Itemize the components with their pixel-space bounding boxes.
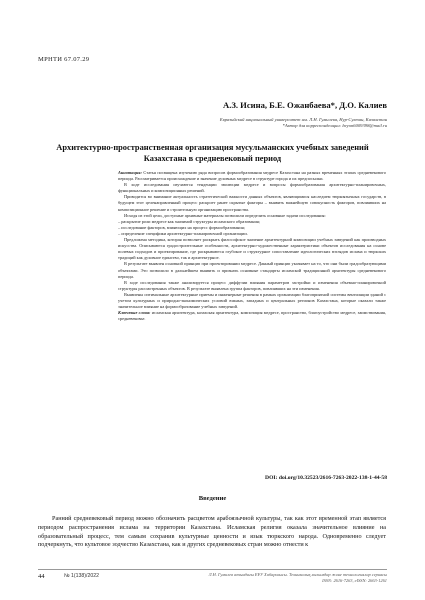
footer-divider [38, 569, 387, 570]
abstract-list-item: – раскрытие роли медресе как значимой структуры исламского образования; [118, 218, 260, 224]
abstract-paragraph: Приводится во внимание актуальность стратегической важности данных объектов, являющимися наследием тюркоязычных государств, в будущем этот целенаправленный процесс раскроет ранее скрытые факторы – выявить важнейшую совокупность факторов, повлиявших на композиционное решение и строительную организацию пространства. [118, 194, 386, 212]
keywords-label: Ключевые слова: [118, 310, 151, 316]
affiliation-line: Евразийский национальный университет им. Л.Н. Гумилева, Нур-Султан, Казахстан [219, 117, 387, 122]
abstract-paragraph: В результате выявлен основной принцип при проектировании медресе. Данный принцип указывает на то, что они были градообразующими объектами. Это позволило в дальнейшем выявить и признать основные стандарты исламской традиционной архитектуры средневекового периода. [118, 261, 386, 279]
abstract-text: Статья посвящена изучению ряда вопросов формообразования медресе Казахстана на разных временных этапах средневекового периода. Рассматривается происхождение и значение духовных медресе в структуре города и их предпосылки. [118, 170, 386, 182]
page-number: 44 [38, 573, 45, 580]
keywords [118, 310, 386, 322]
abstract-paragraph: Предложена методика, которая позволяет раскрыть философское значение архитектурной композиции учебных заведений как производных искусства. Описываются градостроительные особенности, архитектурно-художественные характеристики объектов исследования на основе полевых подходов и проектирование, где раскрываются глубокое и структурное сопоставление идеологических взглядов ислама и тюркских традиций как духовное единство, так и архитектурное. [118, 237, 386, 261]
section-heading: Введение [198, 495, 227, 502]
journal-title: Л.Н. Гумилев атындағы ЕҰУ Хабаршысы. Техникалық ғылымдар және технологиялар сериясы [208, 572, 387, 577]
abstract-label: Аннотация: [118, 170, 142, 175]
body-paragraph: Ранний средневековый период можно обозначить расцветом арабоязычной культуры, так как этот временной этап является периодом распространения ислама на территории Казахстана. Исламская религия оказала значительное влияние на образовательный процесс, тем самым сохранив культурные ценности и язык тюркского народа. Одновременно следует подчеркнуть, что культовое зодчество Казахстана, как и других средневековых стран можно отнести к [38, 515, 386, 549]
abstract-paragraph: В ходе исследования изучаются тенденции эволюции медресе и вопросы формообразования архитектурно-планировочных, функциональных и композиционных решений. [118, 182, 386, 194]
abstract-paragraph: Выявлены оптимальные архитектурные приемы и инженерные решения в рамках организации благоприятной системы вентиляции зданий с учетом культурных и природно-экономических условий южных, западных и центральных регионов Казахстана, которые оказали также значительное влияние на формообразование учебных заведений. [118, 291, 386, 310]
abstract-list-item: – исследование факторов, влияющих на процесс формообразования; [118, 224, 245, 230]
abstract-paragraph [118, 170, 386, 182]
affiliation [167, 117, 387, 129]
abstract [118, 170, 386, 322]
udk-code: МРНТИ 67.07.29 [38, 56, 90, 63]
journal-info [157, 572, 387, 583]
doi-link[interactable]: DOI: doi.org/10.32523/2616-7263-2022-138-1-44-58 [265, 475, 387, 481]
abstract-paragraph: В ходе исследования также анализируется процесс диффузии влияния параметров застройки и изменения объемно-планировочной структуры рассмотренных объектов. В результате выявлена группа факторов, повлиявших на эти изменения. [118, 279, 386, 291]
authors: А.З. Исина, Б.Е. Ожанбаева*, Д.О. Калиев [222, 100, 387, 110]
issue-number: № 1(138)/2022 [64, 573, 99, 579]
abstract-list-item: – определение специфики архитектурно-планировочной организации. [118, 230, 248, 236]
body-text [38, 515, 386, 550]
article-title: Архитектурно-пространственная организация мусульманских учебных заведений Казахстана в средневековый период [56, 143, 369, 163]
keywords-text: исламская архитектура, казахская архитектура, композиция медресе, пространство, благоустройство медресе, заимствования, средневековье. [118, 310, 386, 322]
journal-issn: ISSN: 2616-7263, eISSN: 2663-1261 [322, 577, 387, 583]
corresponding-author: *Автор для корреспонденции: beyon6009398@mail.ru [282, 122, 387, 128]
abstract-paragraph: Исходя из этой цели, доступные архивные материалы позволили определить основные задачи исследования: [124, 212, 326, 218]
